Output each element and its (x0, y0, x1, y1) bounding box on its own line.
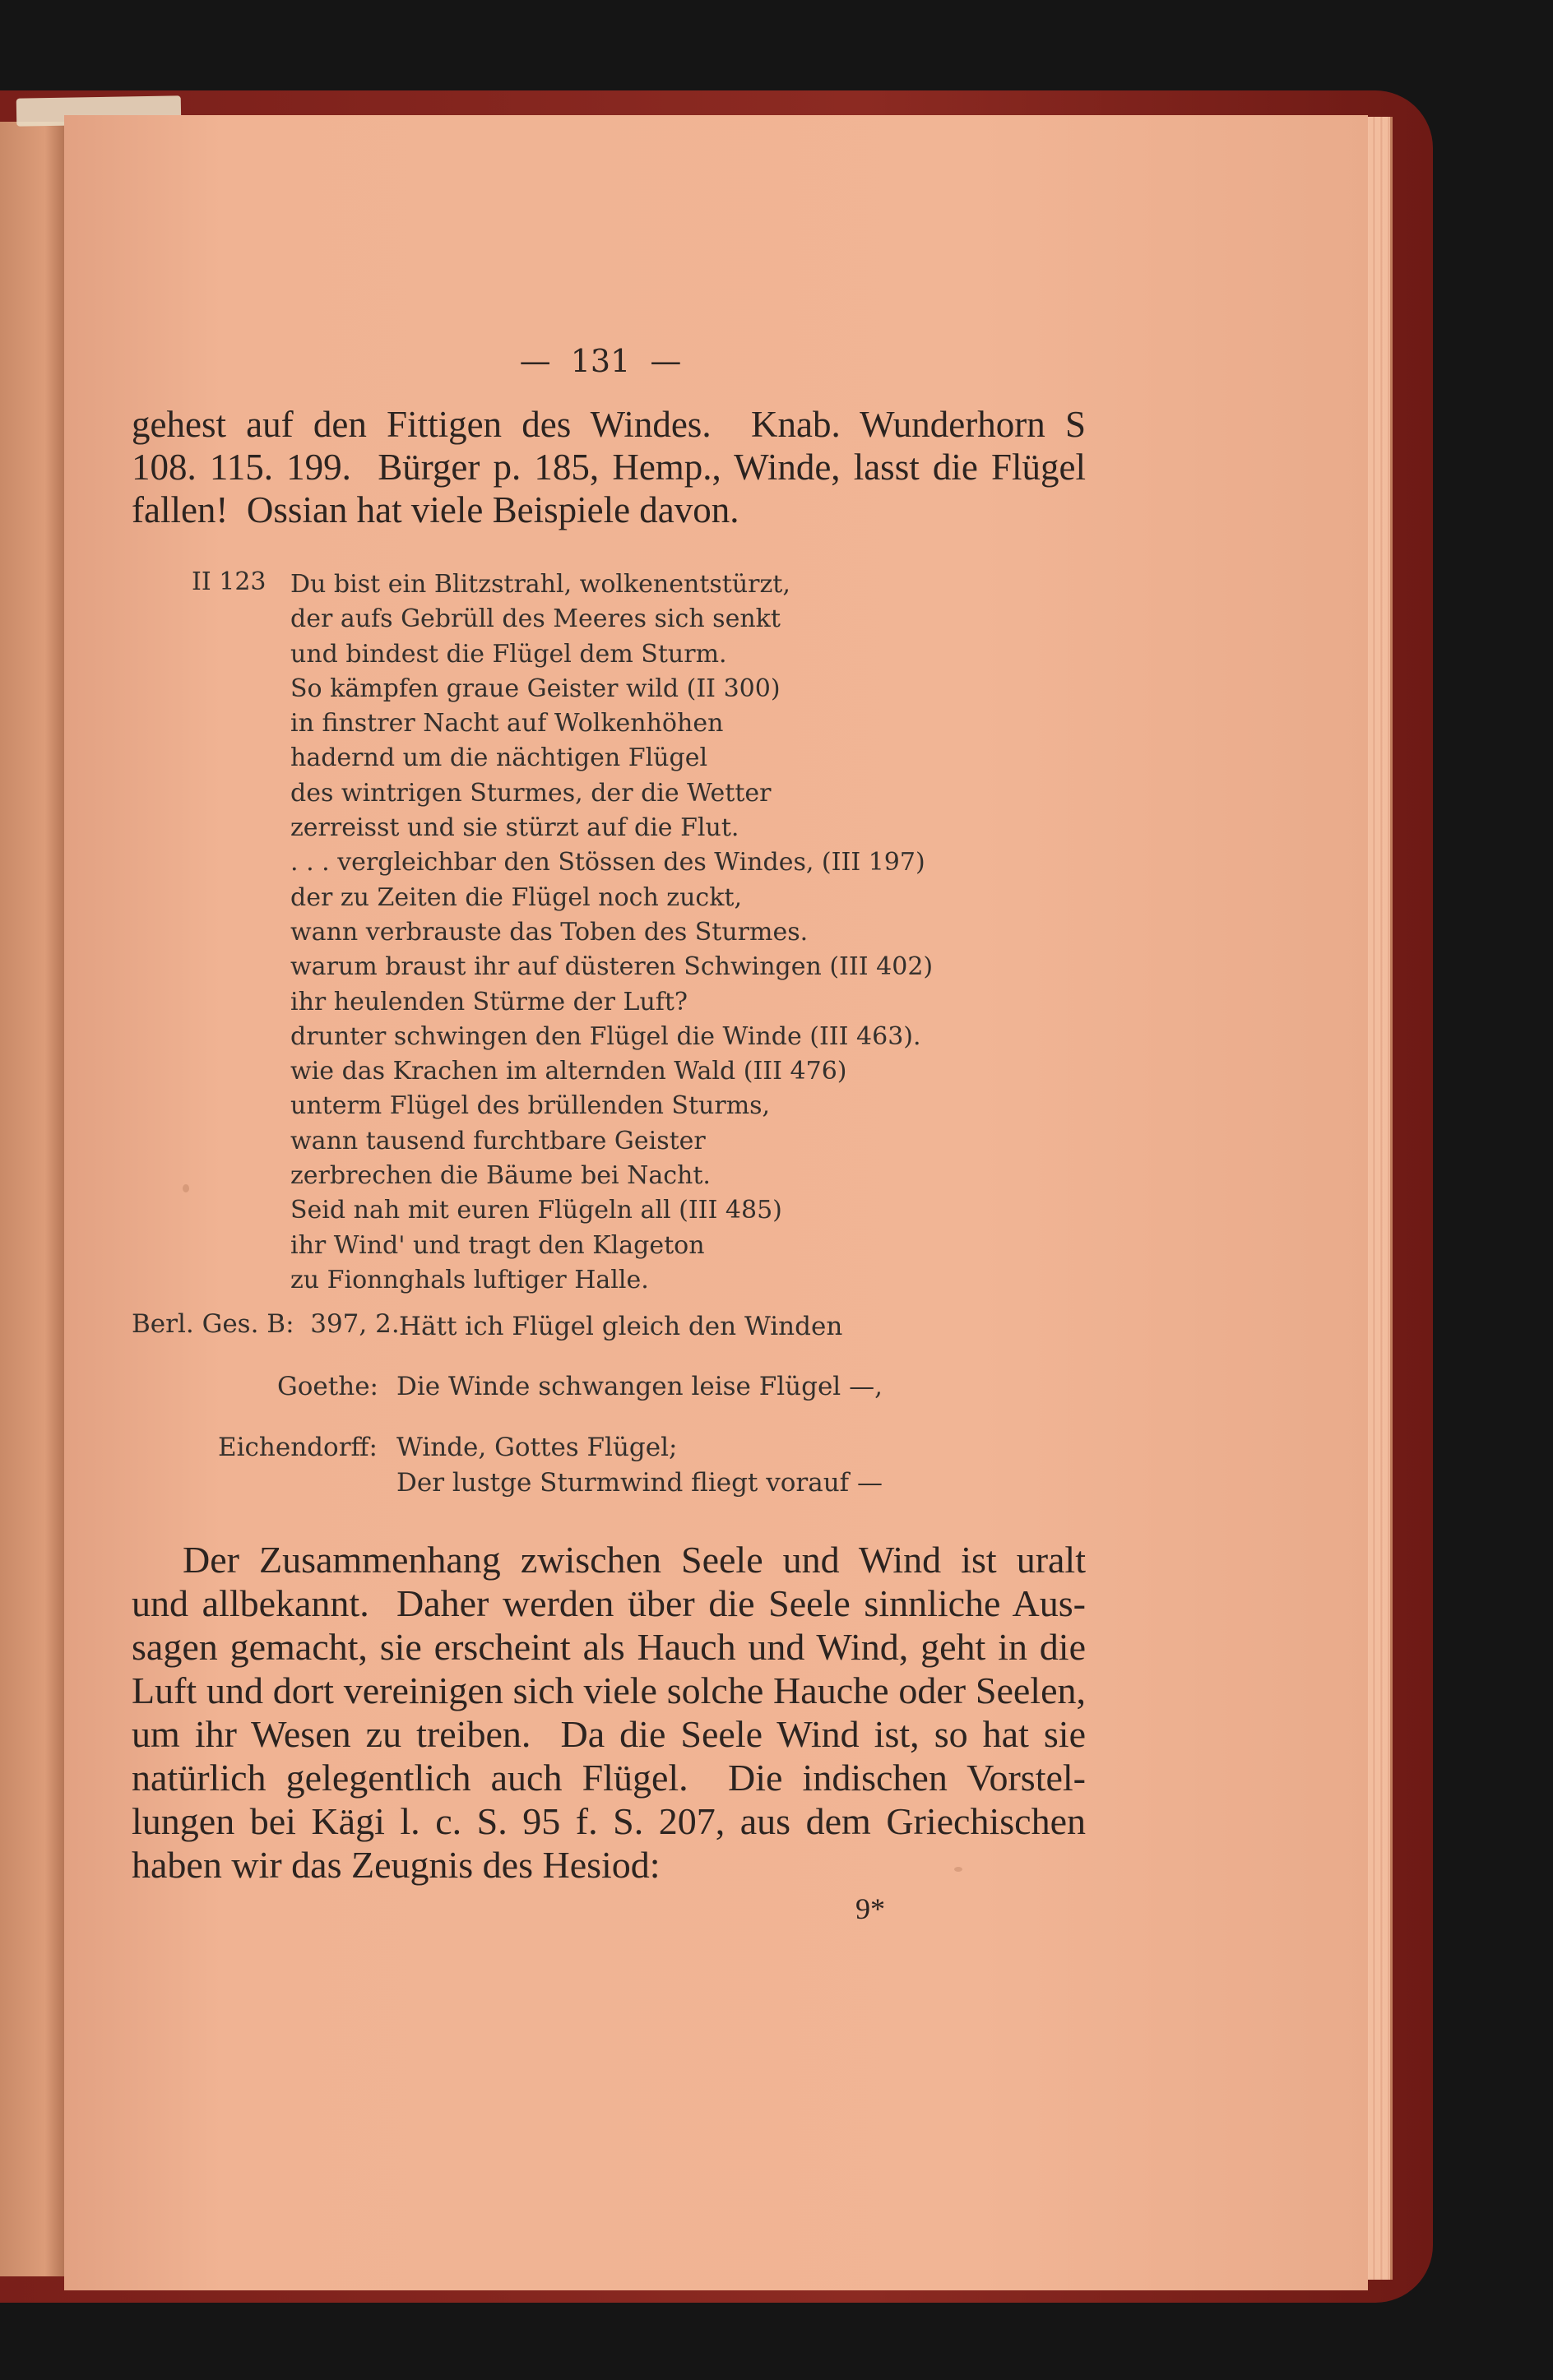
citation-source: Berl. Ges. B: 397, 2. (132, 1309, 400, 1339)
text-line: haben wir das Zeugnis des Hesiod: (132, 1844, 661, 1886)
body-paragraph (132, 1538, 1086, 1887)
text-line: Der Zusammenhang zwischen Seele und Wind ist uralt (183, 1539, 1086, 1581)
intro-paragraph (132, 403, 1086, 531)
verse-line: ihr heulenden Stürme der Luft? (290, 987, 688, 1016)
verse-line: hadernd um die nächtigen Flügel (290, 743, 708, 773)
verse-line: warum braust ihr auf düsteren Schwingen (III 402) (290, 952, 934, 982)
verse-line: So kämpfen graue Geister wild (II 300) (290, 674, 781, 703)
text-line: lungen bei Kägi l. c. S. 95 f. S. 207, aus dem Griechischen (132, 1800, 1086, 1842)
verse-line: Seid nah mit euren Flügeln all (III 485) (290, 1196, 782, 1225)
verse-line: der aufs Gebrüll des Meeres sich senkt (290, 604, 781, 634)
citation-text: Winde, Gottes Flügel; (396, 1433, 678, 1462)
page-stain (183, 1184, 189, 1192)
text-line: um ihr Wesen zu treiben. Da die Seele Wind ist, so hat sie (132, 1713, 1086, 1755)
page-number: — 131 — (519, 343, 682, 379)
citation-text: Der lustge Sturmwind fliegt vorauf — (396, 1468, 883, 1498)
verse-line: des wintrigen Sturmes, der die Wetter (290, 778, 772, 808)
text-line: Luft und dort vereinigen sich viele solche Hauche oder Seelen, (132, 1669, 1086, 1711)
verse-line: wann tausend furchtbare Geister (290, 1126, 706, 1155)
previous-page-edge (0, 122, 66, 2276)
quote-lines (290, 567, 933, 1298)
text-line: und allbekannt. Daher werden über die Seele sinnliche Aus- (132, 1582, 1086, 1624)
verse-line: und bindest die Flügel dem Sturm. (290, 639, 727, 669)
verse-line: Du bist ein Blitzstrahl, wolkenentstürzt, (290, 570, 790, 599)
citation-source: Eichendorff: (218, 1433, 378, 1462)
verse-line: wie das Krachen im alternden Wald (III 476) (290, 1057, 847, 1086)
text-line: gehest auf den Fittigen des Windes. Knab. Wunderhorn S (132, 404, 1086, 445)
text-line: natürlich gelegentlich auch Flügel. Die indischen Vorstel- (132, 1757, 1086, 1799)
citation-text: Die Winde schwangen leise Flügel —, (396, 1372, 883, 1401)
verse-line: zerbrechen die Bäume bei Nacht. (290, 1161, 711, 1191)
citation-source: Goethe: (277, 1372, 378, 1401)
verse-line: der zu Zeiten die Flügel noch zuckt, (290, 882, 743, 912)
signature-mark: 9* (855, 1892, 885, 1925)
verse-line: wann verbrauste das Toben des Sturmes. (290, 917, 809, 947)
text-line: fallen! Ossian hat viele Beispiele davon. (132, 489, 739, 530)
text-line: 108. 115. 199. Bürger p. 185, Hemp., Winde, lasst die Flügel (132, 447, 1086, 488)
text-line: sagen gemacht, sie erscheint als Hauch und Wind, geht in die (132, 1626, 1086, 1668)
verse-line: zu Fionnghals luftiger Halle. (290, 1265, 649, 1294)
verse-line: . . . vergleichbar den Stössen des Windes, (III 197) (290, 848, 925, 877)
verse-line: zerreisst und sie stürzt auf die Flut. (290, 813, 739, 843)
quote-reference: II 123 (192, 567, 267, 596)
verse-line: unterm Flügel des brüllenden Sturms, (290, 1091, 771, 1121)
verse-line: in finstrer Nacht auf Wolkenhöhen (290, 709, 724, 739)
citation-text: Hätt ich Flügel gleich den Winden (399, 1312, 843, 1341)
verse-line: ihr Wind' und tragt den Klageton (290, 1230, 705, 1260)
verse-line: drunter schwingen den Flügel die Winde (III 463). (290, 1021, 921, 1051)
